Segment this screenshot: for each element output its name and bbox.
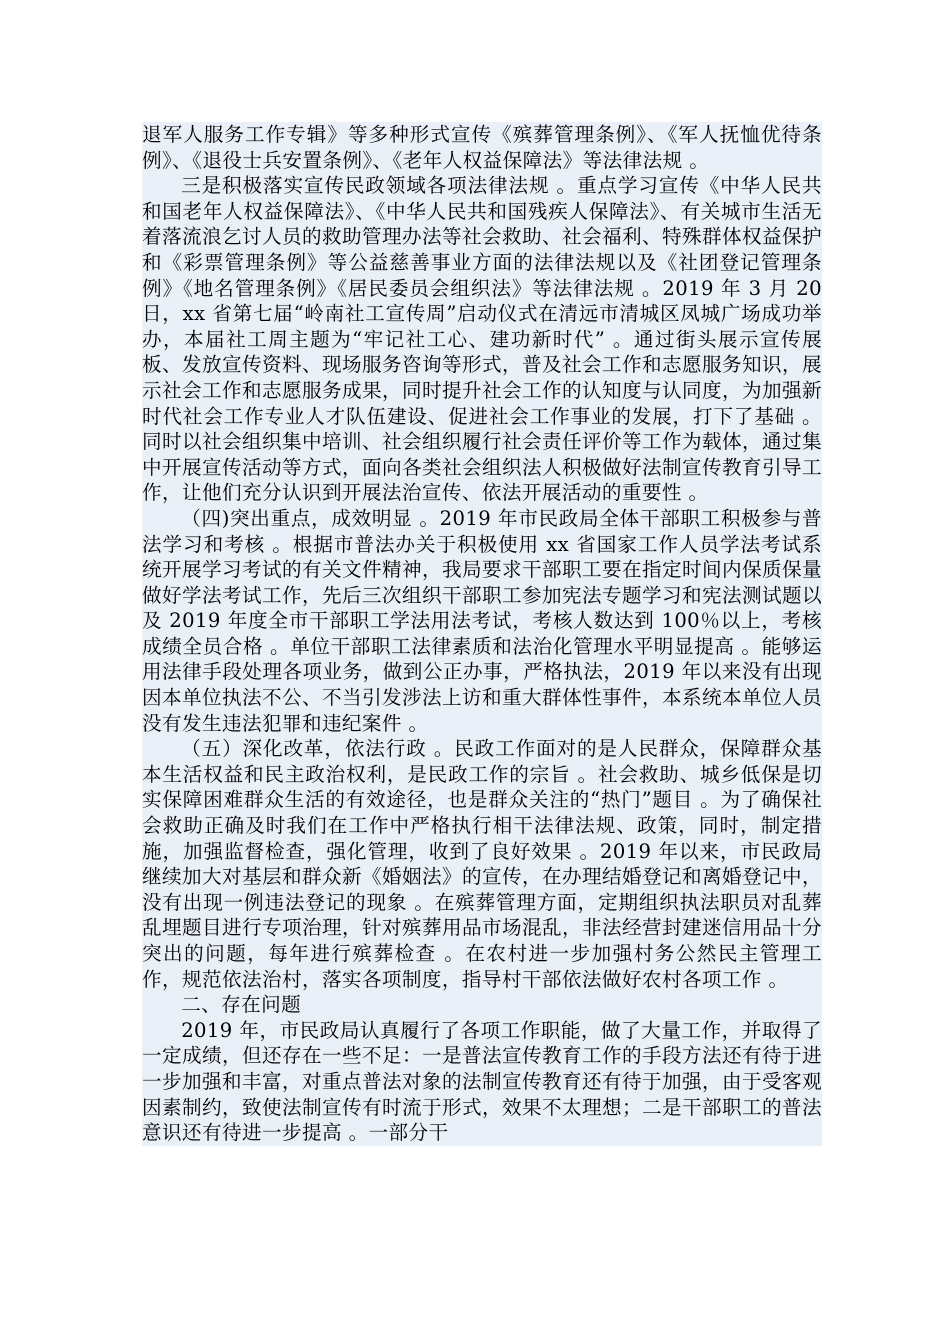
body-text <box>142 122 822 1146</box>
paragraph-continuation: 退军人服务工作专辑》等多种形式宣传《殡葬管理条例》、《军人抚恤优待条例》、《退役士兵安置条例》、《老年人权益保障法》等法律法规 。 <box>142 123 822 172</box>
section-heading-problems: 二、存在问题 <box>181 993 302 1017</box>
paragraph-section-five: （五）深化改革，依法行政 。民政工作面对的是人民群众，保障群众基本生活权益和民主政治权利，是民政工作的宗旨 。社会救助、城乡低保是切实保障困难群众生活的有效途径，也是群众关注的“热门”题目 。为了确保社会救助正确及时我们在工作中严格执行相干法律法规、政策，同时，制定措施，加强监督检查，强化管理，收到了良好效果 。2019 年以来，市民政局继续加大对基层和群众新《婚姻法》的宣传，在办理结婚登记和离婚登记中，没有出现一例违法登记的现象 。在殡葬管理方面，定期组织执法职员对乱葬乱埋题目进行专项治理，针对殡葬用品市场混乱，非法经营封建迷信用品十分突出的问题，每年进行殡葬检查 。在农村进一步加强村务公然民主管理工作，规范依法治村，落实各项制度，指导村干部依法做好农村各项工作 。 <box>142 737 822 991</box>
paragraph-section-four: （四)突出重点，成效明显 。2019 年市民政局全体干部职工积极参与普法学习和考核 。根据市普法办关于积极使用 xx 省国家工作人员学法考试系统开展学习考试的有关文件精神，我局要求干部职工要在指定时间内保质保量做好学法考试工作，先后三次组织干部职工参加宪法专题学习和宪法测试题以及 2019 年度全市干部职工学法用法考试，考核人数达到 100％以上，考核成绩全员合格 。单位干部职工法律素质和法治化管理水平明显提高 。能够运用法律手段处理各项业务，做到公正办事，严格执法，2019 年以来没有出现因本单位执法不公、不当引发涉法上访和重大群体性事件，本系统本单位人员没有发生违法犯罪和违纪案件 。 <box>142 506 822 735</box>
paragraph-problems: 2019 年，市民政局认真履行了各项工作职能，做了大量工作，并取得了一定成绩，但还存在一些不足：一是普法宣传教育工作的手段方法还有待于进一步加强和丰富，对重点普法对象的法制宣传教育还有待于加强，由于受客观因素制约，致使法制宣传有时流于形式，效果不太理想；二是干部职工的普法意识还有待进一步提高 。一部分干 <box>142 1018 822 1145</box>
paragraph-legal-publicity: 三是积极落实宣传民政领域各项法律法规 。重点学习宣传《中华人民共和国老年人权益保障法》、《中华人民共和国残疾人保障法》、有关城市生活无着落流浪乞讨人员的救助管理办法等社会救助、社会福利、特殊群体权益保护和《彩票管理条例》等公益慈善事业方面的法律法规以及《社团登记管理条例》《地名管理条例》《居民委员会组织法》等法律法规 。2019 年 3 月 20 日，xx 省第七届“岭南社工宣传周”启动仪式在清远市清城区凤城广场成功举办，本届社工周主题为“牢记社工心、建功新时代” 。通过街头展示宣传展板、发放宣传资料、现场服务咨询等形式，普及社会工作和志愿服务知识，展示社会工作和志愿服务成果，同时提升社会工作的认知度与认同度，为加强新时代社会工作专业人才队伍建设、促进社会工作事业的发展，打下了基础 。同时以社会组织集中培训、社会组织履行社会责任评价等工作为载体，通过集中开展宣传活动等方式，面向各类社会组织法人积极做好法制宣传教育引导工作，让他们充分认识到开展法治宣传、依法开展活动的重要性 。 <box>142 174 822 505</box>
